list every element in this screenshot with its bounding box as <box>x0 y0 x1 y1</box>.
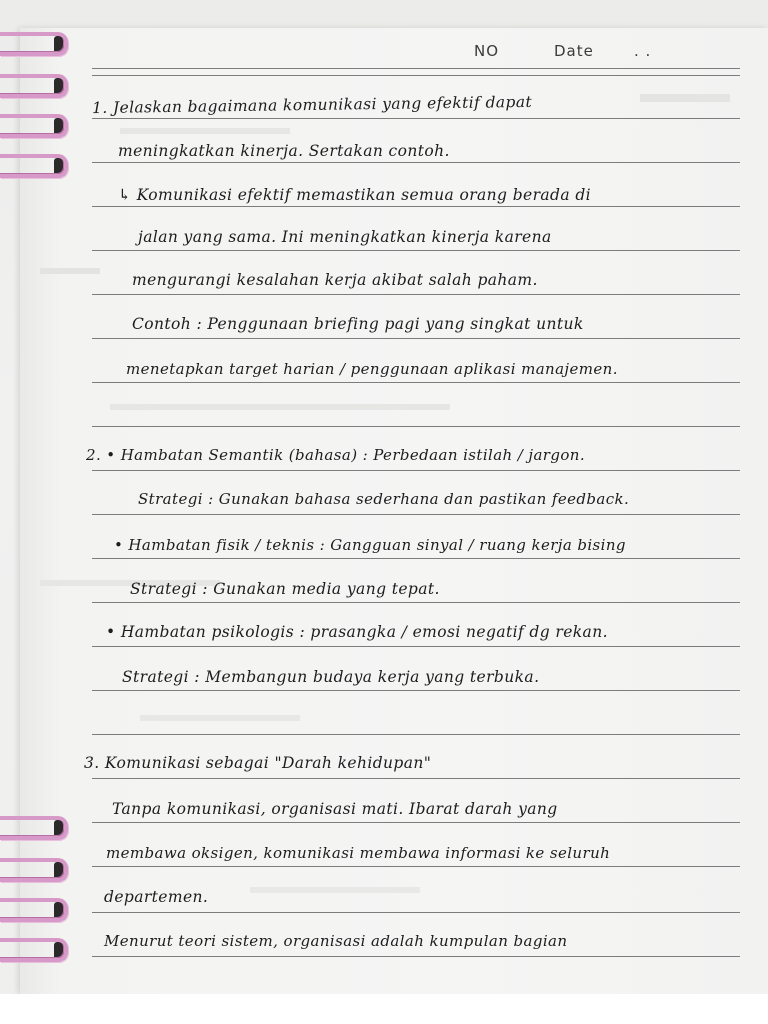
answer-2-line-1: 2. • Hambatan Semantik (bahasa) : Perbedaan istilah / jargon. <box>86 446 586 464</box>
binding-ring <box>0 858 68 882</box>
ruled-line <box>92 822 740 823</box>
date-label: Date <box>554 42 594 60</box>
binding-ring <box>0 816 68 840</box>
ruled-line <box>92 118 740 119</box>
answer-2-line-6: Strategi : Membangun budaya kerja yang terbuka. <box>122 668 540 686</box>
binding-ring <box>0 938 68 962</box>
binding-ring <box>0 114 68 138</box>
answer-1-line-1: ↳ Komunikasi efektif memastikan semua orang berada di <box>118 186 592 204</box>
ruled-line <box>92 294 740 295</box>
ruled-line <box>92 558 740 559</box>
ruled-line <box>92 426 740 427</box>
spiral-binding <box>0 0 70 1024</box>
ruled-line <box>92 690 740 691</box>
ruled-line <box>92 382 740 383</box>
ruled-line <box>92 778 740 779</box>
answer-2-line-4: Strategi : Gunakan media yang tepat. <box>130 580 440 598</box>
ruled-line <box>92 514 740 515</box>
date-value: . . <box>634 42 652 60</box>
answer-1-example-line-1: Contoh : Penggunaan briefing pagi yang singkat untuk <box>132 315 584 333</box>
answer-2-line-3: • Hambatan fisik / teknis : Gangguan sinyal / ruang kerja bising <box>114 536 626 554</box>
question-1-line-1: 1. Jelaskan bagaimana komunikasi yang efektif dapat <box>91 92 533 118</box>
ruled-line <box>92 734 740 735</box>
answer-3-line-4: departemen. <box>104 888 209 906</box>
answer-1-example-line-2: menetapkan target harian / penggunaan aplikasi manajemen. <box>126 360 618 378</box>
answer-2-line-2: Strategi : Gunakan bahasa sederhana dan pastikan feedback. <box>138 490 630 508</box>
answer-2-line-5: • Hambatan psikologis : prasangka / emosi negatif dg rekan. <box>106 623 608 641</box>
binding-ring <box>0 32 68 56</box>
photo-bottom-edge <box>0 994 768 1024</box>
answer-3-line-1: 3. Komunikasi sebagai "Darah kehidupan" <box>84 754 432 772</box>
answer-1-line-2: jalan yang sama. Ini meningkatkan kinerja karena <box>138 228 552 246</box>
answer-3-line-3: membawa oksigen, komunikasi membawa informasi ke seluruh <box>106 844 611 862</box>
ruled-line <box>92 866 740 867</box>
no-label: NO <box>474 42 500 60</box>
ruled-line <box>92 602 740 603</box>
binding-ring <box>0 154 68 178</box>
ruled-line <box>92 470 740 471</box>
ruled-line <box>92 75 740 76</box>
ruled-line <box>92 646 740 647</box>
answer-1-line-3: mengurangi kesalahan kerja akibat salah paham. <box>132 271 538 289</box>
question-1-line-2: meningkatkan kinerja. Sertakan contoh. <box>118 142 450 160</box>
ruled-line <box>92 68 740 69</box>
answer-3-line-5: Menurut teori sistem, organisasi adalah kumpulan bagian <box>104 932 568 950</box>
ruled-line <box>92 250 740 251</box>
ruled-line <box>92 162 740 163</box>
ruled-line <box>92 956 740 957</box>
ruled-line <box>92 912 740 913</box>
ruled-line <box>92 338 740 339</box>
answer-3-line-2: Tanpa komunikasi, organisasi mati. Ibarat darah yang <box>112 800 558 818</box>
binding-ring <box>0 74 68 98</box>
ruled-line <box>92 206 740 207</box>
binding-ring <box>0 898 68 922</box>
